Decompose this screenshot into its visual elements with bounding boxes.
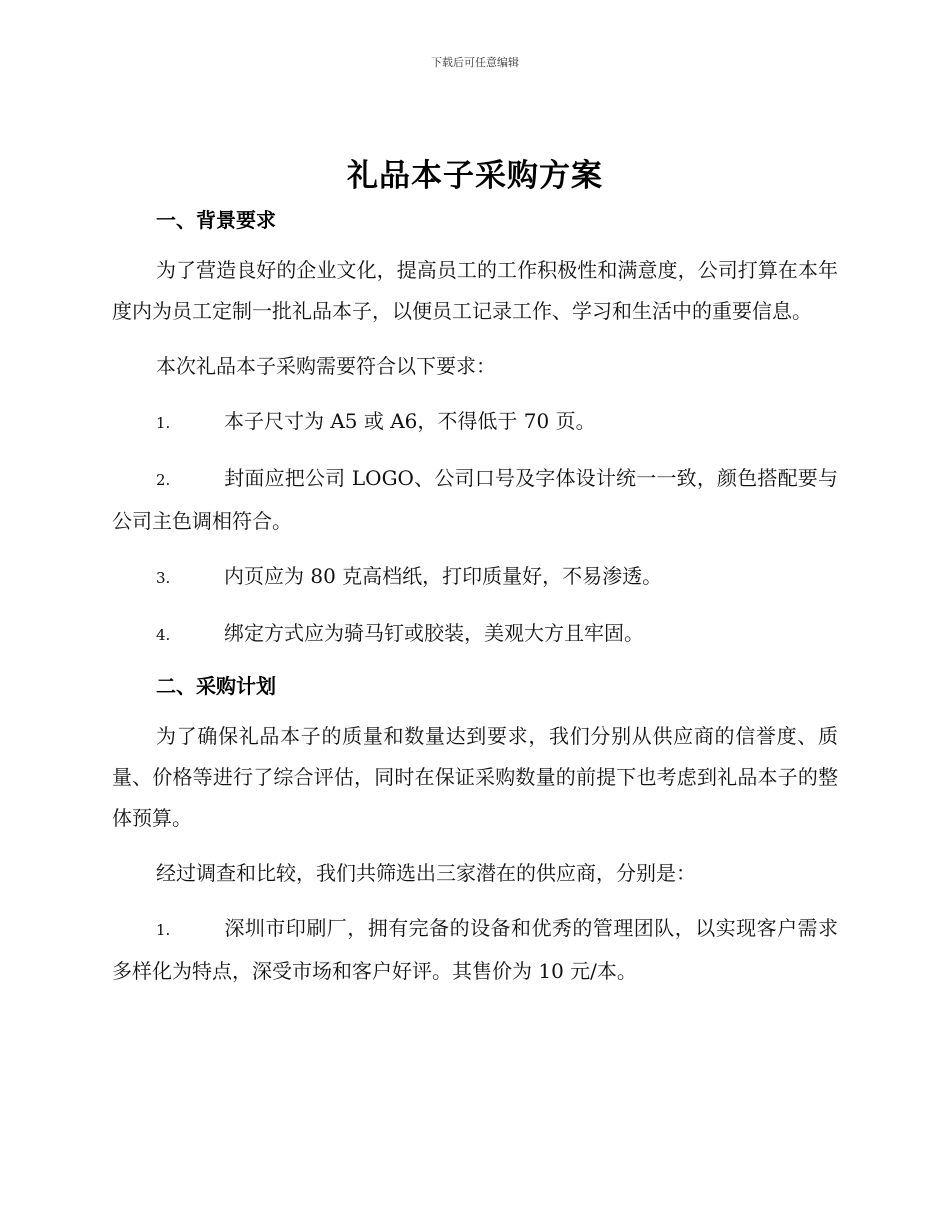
list-item (112, 613, 838, 656)
document-body (112, 200, 838, 992)
list-item-text: 内页应为 80 克高档纸，打印质量好，不易渗透。 (224, 564, 663, 588)
list-item-number: 3. (156, 569, 171, 587)
list-item-number: 1. (156, 921, 171, 939)
document-title: 礼品本子采购方案 (347, 158, 603, 194)
section-heading-background: 一、背景要求 (156, 208, 276, 232)
list-item-text: 绑定方式应为骑马钉或胶装，美观大方且牢固。 (224, 621, 644, 645)
list-item-number: 1. (156, 414, 171, 432)
paragraph-procurement-intro: 为了确保礼品本子的质量和数量达到要求，我们分别从供应商的信誉度、质量、价格等进行了综合评估，同时在保证采购数量的前提下也考虑到礼品本子的整体预算。 (112, 724, 838, 830)
list-item-text: 深圳市印刷厂，拥有完备的设备和优秀的管理团队，以实现客户需求多样化为特点，深受市场和客户好评。其售价为 10 元/本。 (112, 916, 838, 983)
section-heading-procurement-plan: 二、采购计划 (156, 674, 276, 698)
list-item-number: 2. (156, 471, 171, 489)
list-item (112, 908, 838, 992)
paragraph-suppliers-intro: 经过调查和比较，我们共筛选出三家潜在的供应商，分别是： (156, 861, 696, 885)
paragraph-background-intro: 为了营造良好的企业文化，提高员工的工作积极性和满意度，公司打算在本年度内为员工定制一批礼品本子，以便员工记录工作、学习和生活中的重要信息。 (112, 258, 838, 323)
list-item-text: 封面应把公司 LOGO、公司口号及字体设计统一一致，颜色搭配要与公司主色调相符合。 (112, 466, 838, 533)
page-header-note: 下载后可任意编辑 (431, 56, 519, 69)
list-item (112, 401, 838, 444)
list-item-number: 4. (156, 626, 171, 644)
list-item-text: 本子尺寸为 A5 或 A6，不得低于 70 页。 (224, 409, 596, 433)
paragraph-requirements-intro: 本次礼品本子采购需要符合以下要求： (156, 354, 496, 378)
list-item (112, 458, 838, 542)
list-item (112, 556, 838, 599)
